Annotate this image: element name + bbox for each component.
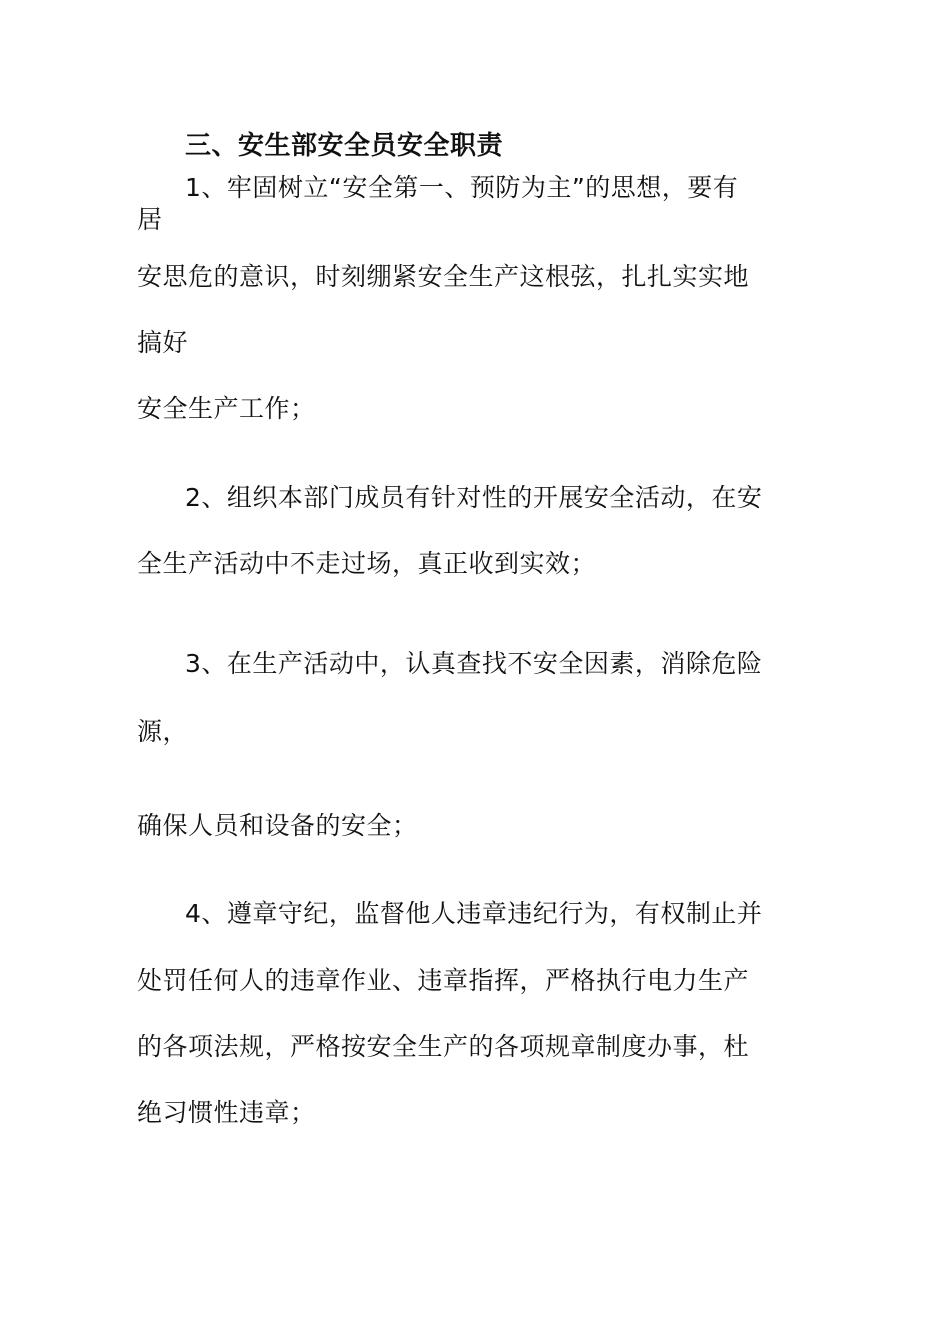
paragraph-line: 安全生产工作； <box>137 394 316 423</box>
paragraph-line: 1、牢固树立“安全第一、预防为主”的思想，要有 <box>185 173 739 202</box>
paragraph-line: 全生产活动中不走过场，真正收到实效； <box>137 549 597 578</box>
paragraph-line: 的各项法规，严格按安全生产的各项规章制度办事，杜 <box>137 1032 750 1061</box>
paragraph-line: 源， <box>137 717 189 746</box>
paragraph-line: 2、组织本部门成员有针对性的开展安全活动，在安 <box>185 483 763 512</box>
paragraph-line: 绝习惯性违章； <box>137 1098 316 1127</box>
paragraph-line: 3、在生产活动中，认真查找不安全因素，消除危险 <box>185 649 763 678</box>
paragraph-line: 处罚任何人的违章作业、违章指挥，严格执行电力生产 <box>137 966 750 995</box>
paragraph-line: 搞好 <box>137 328 189 357</box>
paragraph-line: 安思危的意识，时刻绷紧安全生产这根弦，扎扎实实地 <box>137 262 750 291</box>
paragraph-line: 居 <box>137 205 163 234</box>
section-heading: 三、安生部安全员安全职责 <box>185 131 504 161</box>
paragraph-line: 4、遵章守纪，监督他人违章违纪行为，有权制止并 <box>185 899 763 928</box>
paragraph-line: 确保人员和设备的安全； <box>137 811 418 840</box>
